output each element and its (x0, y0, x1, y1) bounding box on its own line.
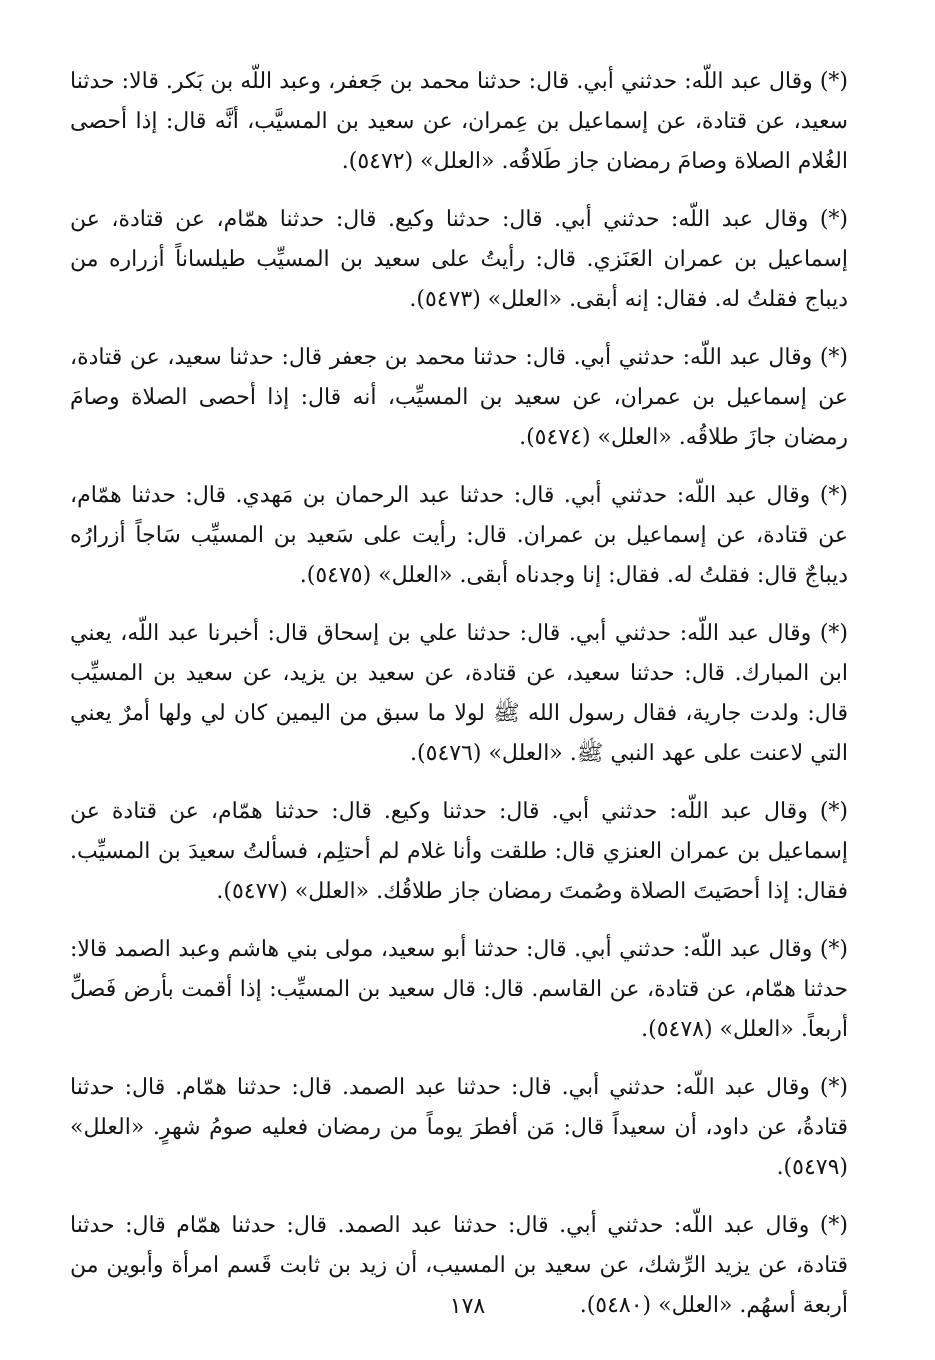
entry-5478: (*) وقال عبد اللّه: حدثني أبي. قال: حدثنا أبو سعيد، مولى بني هاشم وعبد الصمد قالا: حدثنا همّام، عن قتادة، عن القاسم. قال: قال سعيد بن المسيِّب: إذا أقمت بأرض فَصلِّ أربعاً. «العلل» (٥٤٧٨). (70, 937, 848, 1042)
entry-5474: (*) وقال عبد اللّه: حدثني أبي. قال: حدثنا محمد بن جعفر قال: حدثنا سعيد، عن قتادة، عن إسماعيل بن عمران، عن سعيد بن المسيِّب، أنه قال: إذا أحصى الصلاة وصامَ رمضان جازَ طلاقُه. «العلل» (٥٤٧٤). (70, 345, 848, 450)
entry-5475: (*) وقال عبد اللّه: حدثني أبي. قال: حدثنا عبد الرحمان بن مَهدي. قال: حدثنا همّام، عن قتادة، عن إسماعيل بن عمران. قال: رأيت على سَعيد بن المسيِّب سَاجاً أزرارُه ديباجٌ قال: فقلتُ له. فقال: إنا وجدناه أبقى. «العلل» (٥٤٧٥). (70, 483, 848, 588)
entry-5472: (*) وقال عبد اللّه: حدثني أبي. قال: حدثنا محمد بن جَعفر، وعبد اللّه بن بَكر. قالا: حدثنا سعيد، عن قتادة، عن إسماعيل بن عِمران، عن سعيد بن المسيَّب، أنَّه قال: إذا أحصى الغُلام الصلاة وصامَ رمضان جاز طَلاقُه. «العلل» (٥٤٧٢). (70, 69, 848, 174)
entry-5473: (*) وقال عبد اللّه: حدثني أبي. قال: حدثنا وكيع. قال: حدثنا همّام، عن قتادة، عن إسماعيل بن عمران العَنَزي. قال: رأيتُ على سعيد بن المسيِّب طيلساناً أزراره من ديباج فقلتُ له. فقال: إنه أبقى. «العلل» (٥٤٧٣). (70, 207, 848, 312)
entry-5480: (*) وقال عبد اللّه: حدثني أبي. قال: حدثنا عبد الصمد. قال: حدثنا همّام قال: حدثنا قتادة، عن يزيد الرِّشك، عن سعيد بن المسيب، أن زيد بن ثابت قَسم امرأة وأبوين من أربعة أسهُم. «العلل» (٥٤٨٠). (70, 1213, 848, 1318)
page-number: ١٧٨ (449, 1294, 486, 1319)
entry-5476: (*) وقال عبد اللّه: حدثني أبي. قال: حدثنا علي بن إسحاق قال: أخبرنا عبد اللّه، يعني ابن المبارك. قال: حدثنا سعيد، عن قتادة، عن سعيد بن يزيد، عن سعيد بن المسيِّب قال: ولدت جارية، فقال رسول الله ﷺ لولا ما سبق من اليمين كان لي ولها أمرٌ يعني التي لاعنت على عهد النبي ﷺ. «العلل» (٥٤٧٦). (70, 621, 848, 766)
entry-5479: (*) وقال عبد اللّه: حدثني أبي. قال: حدثنا عبد الصمد. قال: حدثنا همّام. قال: حدثنا قتادةُ، عن داود، أن سعيداً قال: مَن أفطرَ يوماً من رمضان فعليه صومُ شهرٍ. «العلل» (٥٤٧٩). (70, 1075, 848, 1180)
entry-5477: (*) وقال عبد اللّه: حدثني أبي. قال: حدثنا وكيع. قال: حدثنا همّام، عن قتادة عن إسماعيل بن عمران العنزي قال: طلقت وأنا غلام لم أحتلِم، فسألتُ سعيدَ بن المسيِّب. فقال: إذا أحصَيتَ الصلاة وصُمتَ رمضان جاز طلاقُك. «العلل» (٥٤٧٧). (70, 799, 848, 904)
page-body (70, 62, 848, 1344)
